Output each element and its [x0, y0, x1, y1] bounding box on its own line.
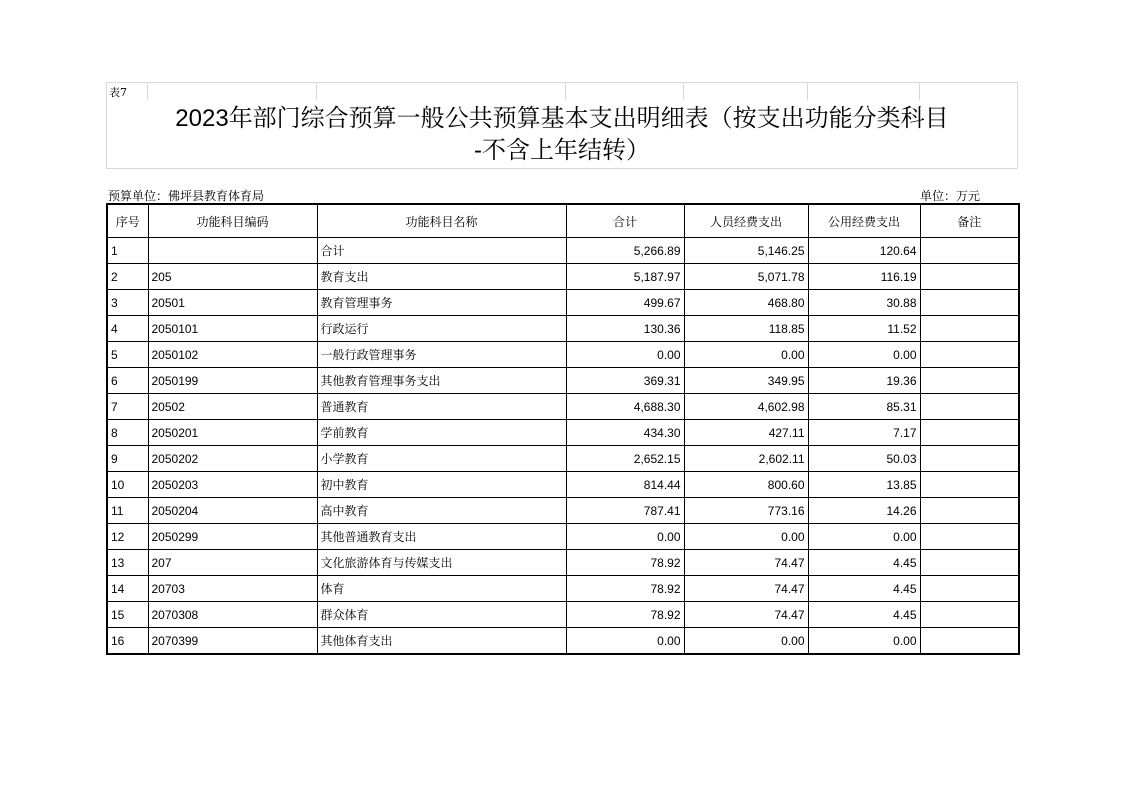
- row-total: 5,187.97: [566, 264, 684, 290]
- row-total: 499.67: [566, 290, 684, 316]
- row-name: 其他普通教育支出: [317, 524, 566, 550]
- table-row: [107, 524, 1019, 550]
- row-public: 4.45: [808, 602, 920, 628]
- row-name: 其他体育支出: [317, 628, 566, 655]
- table-row: [107, 290, 1019, 316]
- row-public: 30.88: [808, 290, 920, 316]
- row-name: 小学教育: [317, 446, 566, 472]
- header-public: 公用经费支出: [808, 204, 920, 238]
- row-code: 20501: [148, 290, 317, 316]
- header-remark: 备注: [920, 204, 1019, 238]
- row-public: 85.31: [808, 394, 920, 420]
- row-code: 205: [148, 264, 317, 290]
- row-seq: 16: [107, 628, 148, 655]
- table-row: [107, 550, 1019, 576]
- row-remark: [920, 264, 1019, 290]
- row-total: 369.31: [566, 368, 684, 394]
- row-personnel: 74.47: [684, 576, 808, 602]
- page-title: 2023年部门综合预算一般公共预算基本支出明细表（按支出功能分类科目: [175, 105, 949, 132]
- expenditure-table: [106, 203, 1020, 655]
- row-seq: 6: [107, 368, 148, 394]
- table-header-row: [107, 204, 1019, 238]
- row-remark: [920, 628, 1019, 655]
- row-seq: 5: [107, 342, 148, 368]
- row-total: 0.00: [566, 628, 684, 655]
- table-row: [107, 342, 1019, 368]
- title-block: [106, 100, 1018, 169]
- row-personnel: 773.16: [684, 498, 808, 524]
- row-total: 0.00: [566, 524, 684, 550]
- table-row: [107, 238, 1019, 264]
- unit-row: [106, 185, 1018, 203]
- table-row: [107, 420, 1019, 446]
- row-remark: [920, 524, 1019, 550]
- row-total: 814.44: [566, 472, 684, 498]
- row-personnel: 5,146.25: [684, 238, 808, 264]
- row-seq: 8: [107, 420, 148, 446]
- row-seq: 12: [107, 524, 148, 550]
- header-total: 合计: [566, 204, 684, 238]
- row-remark: [920, 602, 1019, 628]
- row-name: 文化旅游体育与传媒支出: [317, 550, 566, 576]
- row-total: 5,266.89: [566, 238, 684, 264]
- row-seq: 4: [107, 316, 148, 342]
- row-public: 50.03: [808, 446, 920, 472]
- row-code: 2050102: [148, 342, 317, 368]
- row-personnel: 74.47: [684, 602, 808, 628]
- row-remark: [920, 472, 1019, 498]
- row-code: 2050202: [148, 446, 317, 472]
- row-name: 行政运行: [317, 316, 566, 342]
- row-public: 0.00: [808, 342, 920, 368]
- row-remark: [920, 394, 1019, 420]
- row-code: 20502: [148, 394, 317, 420]
- gridline: [683, 83, 684, 100]
- row-name: 合计: [317, 238, 566, 264]
- row-remark: [920, 238, 1019, 264]
- row-seq: 9: [107, 446, 148, 472]
- table-row: [107, 576, 1019, 602]
- table-row: [107, 472, 1019, 498]
- row-remark: [920, 316, 1019, 342]
- row-public: 19.36: [808, 368, 920, 394]
- row-name: 初中教育: [317, 472, 566, 498]
- table-row: [107, 446, 1019, 472]
- gridline: [919, 83, 920, 100]
- row-code: 2050203: [148, 472, 317, 498]
- row-code: 2050299: [148, 524, 317, 550]
- row-total: 434.30: [566, 420, 684, 446]
- row-seq: 7: [107, 394, 148, 420]
- row-total: 78.92: [566, 550, 684, 576]
- row-total: 78.92: [566, 602, 684, 628]
- gridline: [565, 83, 566, 100]
- row-code: 2050101: [148, 316, 317, 342]
- row-remark: [920, 576, 1019, 602]
- gridline: [147, 83, 148, 100]
- row-remark: [920, 420, 1019, 446]
- row-public: 7.17: [808, 420, 920, 446]
- currency-unit-label: 单位：万元: [920, 189, 981, 203]
- row-code: 207: [148, 550, 317, 576]
- row-name: 教育管理事务: [317, 290, 566, 316]
- row-code: 2070399: [148, 628, 317, 655]
- header-personnel: 人员经费支出: [684, 204, 808, 238]
- sheet-tag-row: [106, 82, 1018, 100]
- row-personnel: 2,602.11: [684, 446, 808, 472]
- row-public: 14.26: [808, 498, 920, 524]
- page-title-continued: -不含上年结转）: [474, 137, 650, 164]
- row-total: 2,652.15: [566, 446, 684, 472]
- row-name: 学前教育: [317, 420, 566, 446]
- row-seq: 2: [107, 264, 148, 290]
- row-seq: 3: [107, 290, 148, 316]
- row-total: 787.41: [566, 498, 684, 524]
- table-row: [107, 394, 1019, 420]
- sheet-tag: 表7: [109, 86, 127, 99]
- row-name: 普通教育: [317, 394, 566, 420]
- gridline: [807, 83, 808, 100]
- budget-unit-label: 预算单位：佛坪县教育体育局: [108, 189, 265, 203]
- row-seq: 13: [107, 550, 148, 576]
- row-total: 0.00: [566, 342, 684, 368]
- table-row: [107, 264, 1019, 290]
- row-public: 13.85: [808, 472, 920, 498]
- row-total: 4,688.30: [566, 394, 684, 420]
- gridline: [316, 83, 317, 100]
- row-remark: [920, 446, 1019, 472]
- row-personnel: 800.60: [684, 472, 808, 498]
- header-code: 功能科目编码: [148, 204, 317, 238]
- row-code: 2050204: [148, 498, 317, 524]
- row-code: 2050199: [148, 368, 317, 394]
- row-personnel: 0.00: [684, 342, 808, 368]
- table-body: [107, 238, 1019, 655]
- row-personnel: 0.00: [684, 524, 808, 550]
- row-personnel: 4,602.98: [684, 394, 808, 420]
- row-remark: [920, 290, 1019, 316]
- row-code: 2070308: [148, 602, 317, 628]
- row-name: 其他教育管理事务支出: [317, 368, 566, 394]
- row-code: 2050201: [148, 420, 317, 446]
- row-code: [148, 238, 317, 264]
- row-name: 体育: [317, 576, 566, 602]
- table-row: [107, 368, 1019, 394]
- row-seq: 11: [107, 498, 148, 524]
- row-personnel: 74.47: [684, 550, 808, 576]
- row-personnel: 349.95: [684, 368, 808, 394]
- row-public: 116.19: [808, 264, 920, 290]
- header-name: 功能科目名称: [317, 204, 566, 238]
- row-name: 一般行政管理事务: [317, 342, 566, 368]
- row-remark: [920, 550, 1019, 576]
- row-seq: 14: [107, 576, 148, 602]
- table-row: [107, 628, 1019, 655]
- row-public: 4.45: [808, 550, 920, 576]
- table-row: [107, 602, 1019, 628]
- row-public: 4.45: [808, 576, 920, 602]
- row-name: 教育支出: [317, 264, 566, 290]
- row-public: 0.00: [808, 628, 920, 655]
- row-code: 20703: [148, 576, 317, 602]
- row-total: 78.92: [566, 576, 684, 602]
- row-public: 0.00: [808, 524, 920, 550]
- row-personnel: 468.80: [684, 290, 808, 316]
- row-seq: 10: [107, 472, 148, 498]
- row-total: 130.36: [566, 316, 684, 342]
- row-name: 高中教育: [317, 498, 566, 524]
- row-public: 120.64: [808, 238, 920, 264]
- table-row: [107, 316, 1019, 342]
- row-seq: 1: [107, 238, 148, 264]
- row-remark: [920, 368, 1019, 394]
- row-personnel: 118.85: [684, 316, 808, 342]
- row-name: 群众体育: [317, 602, 566, 628]
- row-personnel: 0.00: [684, 628, 808, 655]
- row-remark: [920, 498, 1019, 524]
- row-seq: 15: [107, 602, 148, 628]
- budget-sheet: [106, 82, 1018, 655]
- header-seq: 序号: [107, 204, 148, 238]
- row-public: 11.52: [808, 316, 920, 342]
- row-personnel: 5,071.78: [684, 264, 808, 290]
- table-row: [107, 498, 1019, 524]
- row-remark: [920, 342, 1019, 368]
- row-personnel: 427.11: [684, 420, 808, 446]
